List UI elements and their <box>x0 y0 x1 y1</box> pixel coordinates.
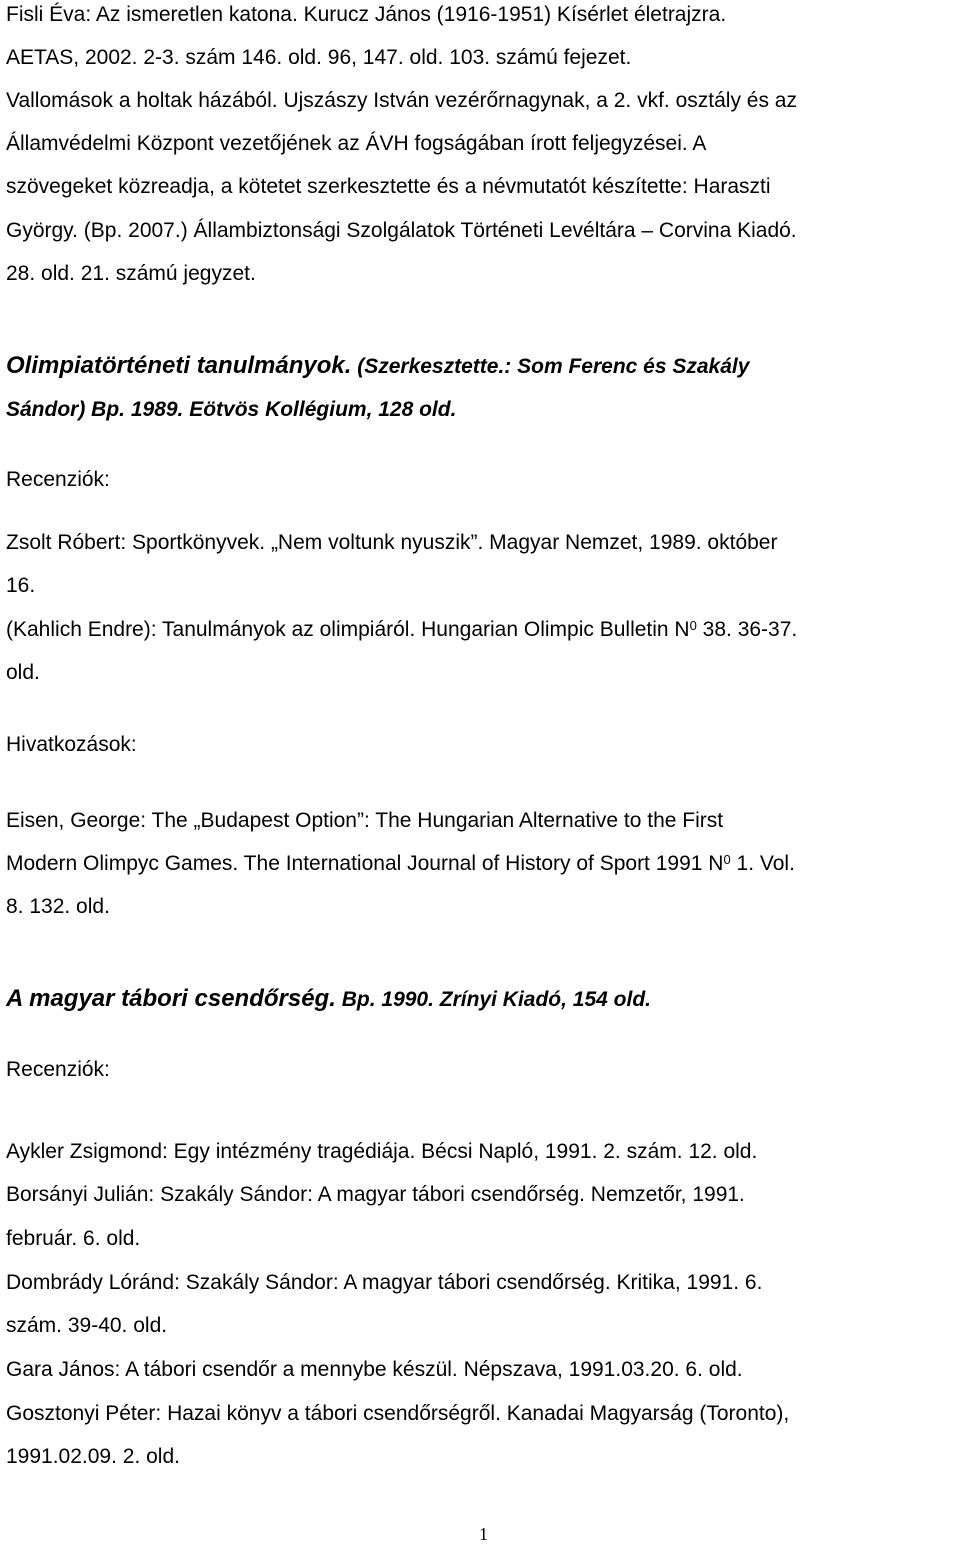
hivatkozasok-heading: Hivatkozások: <box>6 733 137 756</box>
eisen-journal-text: Modern Olimpyc Games. The International Journal of History of Sport 1991 N <box>6 852 724 875</box>
csendorseg-review-line-7: Gosztonyi Péter: Hazai könyv a tábori csendőrségről. Kanadai Magyarság (Toronto), <box>6 1402 790 1425</box>
olimpia-title-publisher: Sándor) Bp. 1989. Eötvös Kollégium, 128 old. <box>6 398 457 421</box>
kahlich-text: (Kahlich Endre): Tanulmányok az olimpiáról. Hungarian Olimpic Bulletin N <box>6 618 690 641</box>
csendorseg-review-line-1: Aykler Zsigmond: Egy intézmény tragédiája. Bécsi Napló, 1991. 2. szám. 12. old. <box>6 1140 758 1163</box>
csendorseg-review-line-5: szám. 39-40. old. <box>6 1314 168 1337</box>
olimpia-review-line-1: Zsolt Róbert: Sportkönyvek. „Nem voltunk nyuszik”. Magyar Nemzet, 1989. október <box>6 531 778 554</box>
kahlich-pages: 38. 36-37. <box>696 618 798 641</box>
fisli-entry-line-2: AETAS, 2002. 2-3. szám 146. old. 96, 147. old. 103. számú fejezet. <box>6 46 632 69</box>
csendorseg-review-line-4: Dombrády Lóránd: Szakály Sándor: A magyar tábori csendőrség. Kritika, 1991. 6. <box>6 1271 763 1294</box>
olimpia-review-line-2: 16. <box>6 574 36 597</box>
olimpia-title-editors: (Szerkesztette.: Som Ferenc és Szakály <box>351 355 750 378</box>
eisen-volume: 1. Vol. <box>730 852 795 875</box>
csendorseg-recenziok-heading: Recenziók: <box>6 1058 110 1081</box>
fisli-entry-line-5: szövegeket közreadja, a kötetet szerkesztette és a névmutatót készítette: Haraszti <box>6 175 771 198</box>
csendorseg-review-line-6: Gara János: A tábori csendőr a mennybe készül. Népszava, 1991.03.20. 6. old. <box>6 1358 743 1381</box>
csendorseg-title-main: A magyar tábori csendőrség. <box>6 985 336 1012</box>
page-number: 1 <box>479 1524 488 1544</box>
olimpia-recenziok-heading: Recenziók: <box>6 468 110 491</box>
kahlich-entry-line-2: old. <box>6 661 40 684</box>
olimpia-title-main: Olimpiatörténeti tanulmányok. <box>6 352 352 379</box>
fisli-entry-line-1: Fisli Éva: Az ismeretlen katona. Kurucz János (1916-1951) Kísérlet életrajzra. <box>6 3 727 26</box>
fisli-entry-line-3: Vallomások a holtak házából. Ujszászy István vezérőrnagynak, a 2. vkf. osztály és az <box>6 89 797 112</box>
kahlich-entry-line-1 <box>6 617 797 643</box>
eisen-entry-line-1: Eisen, George: The „Budapest Option”: The Hungarian Alternative to the First <box>6 809 724 832</box>
fisli-entry-line-7: 28. old. 21. számú jegyzet. <box>6 262 256 285</box>
fisli-entry-line-4: Államvédelmi Központ vezetőjének az ÁVH fogságában írott feljegyzései. A <box>6 132 707 155</box>
fisli-entry-line-6: György. (Bp. 2007.) Állambiztonsági Szolgálatok Történeti Levéltára – Corvina Kiadó. <box>6 219 797 242</box>
csendorseg-review-line-3: február. 6. old. <box>6 1227 141 1250</box>
eisen-entry-line-3: 8. 132. old. <box>6 895 110 918</box>
olimpia-book-publication <box>6 394 456 425</box>
csendorseg-title-publisher: Bp. 1990. Zrínyi Kiadó, 154 old. <box>335 988 651 1011</box>
csendorseg-review-line-2: Borsányi Julián: Szakály Sándor: A magyar tábori csendőrség. Nemzetőr, 1991. <box>6 1183 745 1206</box>
csendorseg-review-line-8: 1991.02.09. 2. old. <box>6 1445 180 1468</box>
eisen-entry-line-2 <box>6 851 795 877</box>
kahlich-superscript: 0 <box>689 618 697 633</box>
eisen-superscript: 0 <box>723 852 731 867</box>
csendorseg-book-title <box>6 984 651 1015</box>
olimpia-book-title <box>6 351 749 382</box>
